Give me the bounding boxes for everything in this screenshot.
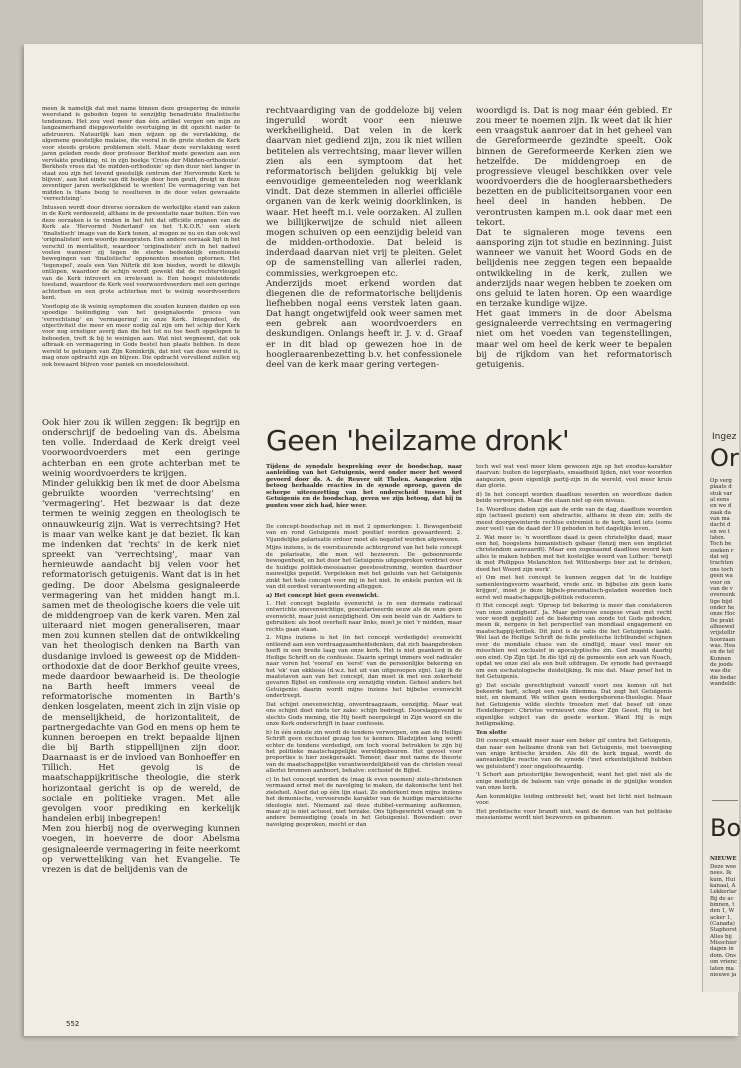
side-line: Bij de ac [710,895,734,902]
side-line: dat wij [710,554,729,561]
side-line: lige bijd [710,598,733,605]
side-line: Toch be [710,541,732,548]
side-line: voor on [710,579,731,586]
side-line: zoeken r [710,547,734,554]
paragraph: Mijns inziens, is de voorstuurende achtergrond van het hele concept de polarisatie, die men wil bezweren. De geboonreerde bewogenheid, en het door het Getuigenis uitgesproken verdriet over de huidige politiek-messiaanse geestesstroming, worden daardoor nauwelijks gepeild. Vergeleken met het geluide van het Getuigenis zinkt het hele concept voor mij in het niet. In enkele punten wil ik van dit oordeel verantwoording afleggen. [266,545,462,591]
side-line: die bedac [710,674,737,681]
column-1-large-text [42,418,240,972]
side-line: Lekkerlar [710,889,737,896]
side-line: om vrienc [710,959,738,966]
side-line: Kunnen [710,655,731,662]
side-line: stuk var [710,490,733,497]
side-line: De prakt [710,617,734,624]
paragraph: d) In het concept worden daadloze woorden en woordloze daden beide verworpen. Maar die staan niet op één niveau. [476,491,672,505]
paragraph: c) In het concept worden de (mag ik even noemen) ziele-christenen vermaand ernst met de navolging te maken, de dakonische tent het zieleheil. Alsof dat op één lijn staat. Zo onderkent men mijns inziens het demonische, vervoerende karakter van de huidige marxistische ideologie niet. Niemand zal deze dubbel-vermaning aufkennen, maar zij is niet actueel, niet terzake. Ons tijdsgewricht vraagt om 'n andere bemoediging (zoals in het Getuigenis). Bovendien: over navolging gesproken, mocht er dan [266,776,462,828]
paragraph: Dit concept smaakt meer naar een beker gif contra het Getuigenis, dan naar een heilzame dronk van het Getuigenis, met toevoeging van enige kritische kruiden. Als dit de kerk ingaat, wordt de aanvankelijke reactie van de synode ('met erkentelijkheid hebben we geluisterd') zeer ongeloofwaardig. [476,738,672,770]
paragraph: Ook hier zou ik willen zeggen: Ik begrijp en onderschrijf de bedoeling van ds. Abelsma ten volle. Inderdaad de Kerk dreigt veel voorwoordvoerders met een geringe achterban en een grote achterban met te weinig woordvoerders te krijgen. [42,418,240,479]
subheading: Ten slotte [476,729,507,736]
column-3-large-text [476,106,672,378]
side-line: vrijstellir [710,630,735,637]
side-line: was. Hea [710,642,736,649]
side-line: acker 1, [710,914,733,921]
side-line: kum, Hui [710,876,736,883]
side-line: binnen, t [710,902,735,909]
side-line: wandeldc [710,681,737,687]
side-line: ons toch [710,566,734,573]
paragraph: g) Dat sociale gerechtigheid vanzelf voort zou komen uit het bekeerde hart, schept een vals dilemma. Dat zegt het Getuigenis niet, en niemand. We willen geen wedergeborene-theologie. Maar het Getuigenis wilde slechts troosten met dat besef uit onze Heidelberger: Christus vernieuwt ons door Zijn Geest. Hij is het eigenlijke subject van de goede werken. Want Hij is mijn heiligmaking. [476,682,672,728]
side-line: en de tel [710,649,734,656]
column-1-small-text [42,106,240,418]
paragraph: Dat schijnt onevenwichtig, onverdraagzaam, eenzijdig. Maar wat ons schijnt doet niets ter zake: schijn bedriegt. Doorslaggevend is slechts Gods mening, die Hij heeft neergelegd in Zijn woord en die onze Kerk onderschrijft in haar confessie. [266,701,462,728]
side-line: alhoewel [710,623,735,630]
paragraph: meen ik namelijk dat met name binnen deze groepering de minste weerstand is geboden tegen te eenzijdig benadrukte finalistische tendenzen. Het zou veel meer dan één artikel vergen om mijn zo langzamerhand diepgewortelde overtuiging in dit opzicht nader te adstrueren. Natuurlijk kan men wijzen op de vervlakking, de algemene geestelijke malaise, die vooral in de grote steden de Kerk voor steeds grotere problemen stelt. Maar deze vervlakking werd jaren geleden reeds door professor Berkhof mede geweten aan een vervlakte prediking, nl. in zijn boekje 'Crisis der Midden-orthodoxie'. Berkhofs vrees dat 'de midden-orthodoxie' op den duur niet langer in staat zou zijn het levend geestelijk centrum der Hervormde Kerk te blijven', aan het einde van dit boekje door hem geuit, dreigt in deze zeventiger jaren werkelijkheid te worden! De vermagering van het midden is thans bezig te resulteren in de door velen gewraakte 'verrechtsing'. [42,106,240,203]
side-line: de joods [710,661,733,668]
side-nieuws-label: NIEUWE [710,856,737,862]
side-line: Staphorst [710,927,737,934]
side-line: Alles bij [710,933,732,940]
paragraph: b) In één enkele zin wordt de tendens verworpen, om aan de Heilige Schrift geen exclusief gezag toe te kennen. Bladzijden lang wordt echter de tendens verdedigd, om toch vooral betrokken te zijn bij het politieke maatschappelijke wereldgebeuren. Het gevoel voor proporties is hier zoekgeraakt. Temeer, daar met name de theorie van de maatschappelijke verantwoordelijkheid van de christen veeal allerlei bronnen aanboort, behalve: exclusief de Bijbel. [266,729,462,775]
side-line: Misschier [710,940,737,947]
side-line: geen wa [710,573,733,580]
side-heading-bottom: Bo [710,814,741,842]
side-line: zaak da [710,509,731,516]
paragraph: Het profetische voor brandt niet, want de demon van het politieke messianisme wordt niet bezworen en gebannen. [476,808,672,822]
paragraph: Intussen wordt door diverse oorzaken de werkelijke stand van zaken in de Kerk verdoezeld, althans in de presentatie naar buiten. Eén van deze oorzaken is te vinden in het feit dat officiële organen van de Kerk als 'Hervormd Nederland' en het 'I.K.O.R.' een sterk 'finalistisch' image van de Kerk tonen, al mogen ze nu en dan ook wel 'originalisten' een woordje meepraten. Een andere oorzaak ligt in het verschil in mentaliteit, waardoor 'originalisten' zich in het nadeel voelen wanneer zij tegen de sterke bedenkelijk emotionele bewegingen van 'finalistische' opponenten moeten optornen. Het 'tegenspel', zoals een Van Niftrik dit kon bieden, wordt te dikwijls ontlopen, waardoor de schijn wordt gewekt dat de rechtervleugel van de Kerk introvert en irrelevant is. Een hoogst misleidende toestand, waardoor de Kerk veel voorwoordvoerders met een geringe achterban en een grote achterban met te weinig woordvoerders kent. [42,204,240,302]
side-line: trachten [710,560,734,567]
article-headline: Geen 'heilzame dronk' [266,424,570,457]
paragraph: 1. Het concept bepleite evenwicht is in een dermate radicaal ontwrichte onevenwichtige, geeculariseerde eeuw als de onze geen evenwicht, maar juist eenzijdigheid. Om een beeld van dr. Aalders te gebruiken: als boot overhelt naar links, moet je niet 'r midden, maar rechts gaan staan. [266,600,462,633]
page-number: 552 [66,1020,80,1028]
paragraph: Voorlopig zie ik weinig symptomen die zouden kunnen duiden op een spoedige beëindiging van het gesignaleerde proces van 'verrechtsing' en 'vermagering' in onze Kerk. Integendeel, de objectiviteit die meer en meer nodig zal zijn om het schip der Kerk voor nog ernstiger averij dan die het tot nu toe heeft opgelopen te behoeden, treft ik bij te weinigen aan. Wat niet wegneemt, dat ook afbraak en vermagering in Gods bestel hun plaats hebben. In deze wereld te getuigen van Zijn Koninkrijk, dat niet van deze wereld is, mag onze opdracht zijn en blijven. Die opdracht vervullend zullen wij ook bewaard blijven voor paniek en moedeloosheid. [42,303,240,368]
side-line: Deze wee [710,864,737,870]
side-line: laten ma [710,965,734,972]
article-intro: Tijdens de synodale bespreking over de boodschap, naar aanleiding van het Getuigenis, werd onder meer het woord gevoerd door ds. A. de Reuver uit Tholen. Aangezien zijn betoog herhaalde reacties in de synode oproep, gaven de scherpe uiteenzetting van het onderscheid tussen het Getuigenis en de boodschap, geven we zijn betoog, dat hij in punten voor zich had, hier weer. [266,464,462,509]
side-line: nees. Ik [710,870,732,877]
paragraph: Men zou hierbij nog de overweging kunnen voegen, in hoeverre de door Abelsma gesignaleerde vermagering in feite neerkomt op verwetteliking van het Evangelie. Te vrezen is dat de belijdenis van de [42,824,240,875]
side-line: hoorzaan [710,636,736,643]
side-column-top [710,478,740,696]
paragraph: Dat te signaleren moge tevens een aansporing zijn tot studie en bezinning. Juist wanneer we vanuit het Woord Gods en de belijdenis nee zeggen tegen een bepaalde ontwikkeling in de kerk, zullen we anderzijds naar wegen hebben te zoeken om ons geluid te laten horen. Op een waardige en terzake kundige wijze. [476,227,672,309]
side-heading-large: Or [710,444,739,472]
side-line: plaats d [710,484,732,491]
paragraph: 2. Mijns inziens is het (in het concept verdedigde) evenwicht ontleend aan een verdraagzaamheidsdenken, dat zich baangebroken heeft in een brede laag van onze kerk. Het is niet geankerd in de Heilige Schrift en de confessie. Daarin springt immers veel radicaler naar voren het 'vooral' en 'eerst' van de persoonlijke bekering en het 'ek' van ekklesia (d.w.z. het uit van uitgeroepen zijn). Leg ik de maatstaven aan van het concept, dan moet ik met een zekerheid gevaren Bijbel en confessie erg eenzijdig vinden. Geheel anders het Getuigenis: daarin wordt mijns inziens het bijbelse evenwicht ondertreept. [266,635,462,700]
paragraph: toch wel wat veel meer klem gewezen zijn op het exodus-karakter daarvan: buiten de legerplaats, smaadheid lijden, niet voor woorden aangezien, geen eigenlijk partij-zijn in de wereld, veel meer kruis dan glorie. [476,464,672,490]
paragraph: 't Schort aan priesterlijke bewogenheid, want het giet niet als de enige medicijn de balsem van vrije genade in de pijnlijke wonden van onze kerk. [476,772,672,792]
paragraph: 2. Wat meer is: 'n woordloze daad is geen christelijke daad, maar een hol, hoogstens humanistisch gebaar (tenzij men een impliciet christendom aanvaardt). Maar een zogenaamd daadloos woord kan alles te maken hebben met het kostelijke woord van Luther: 'terwijl ik met Philippus Melanchton het Wittenbergs bier zat te drinken, deed het Woord zijn werk'. [476,534,672,573]
paragraph: a) Het concept biet geen evenwicht. [266,592,379,599]
side-line: onze Hoc [710,611,736,618]
side-divider [712,800,738,801]
paragraph: Minder gelukkig ben ik met de door Abelsma gebruikte woorden 'verrechtsing' en 'vermagering'. Het bezwaar is dat deze termen te weinig zeggen en theologisch te onnauwkeurig zijn. Wat is verrechtsing? Het is maar van welke kant je dat beziet. Ik kan me indenken dat 'rechts' in de kerk niet spreekt van 'verrechtsing', maar van hernieuwde aandacht bij velen voor het reformatorisch getuigenis. Want dat is in het geding. De door Abelsma gesignaleerde vermagering van het midden hangt m.i. samen met de theologische koers die vele uit de middengroep van de kerk varen. Men zal uiteraard niet mogen generaliseren, maar men zou kunnen stellen dat de ontwikkeling van het theologisch denken na Barth van dusdanige invloed is geweest op de Midden-orthodoxie dat de door Berkhof geuite vrees, mede daardoor bewaarheid is. De theologie na Barth heeft immers veeal de reformatorische momenten in Barth's denken losgelaten, meent zich in zijn visie op de menselijkheid, de horizontaliteit, de partnergedachte van God en mens op hem te kunnen beroepen en trekt bepaalde lijnen die bij Barth stippellijnen zijn door. Daarnaast is er de invloed van Bonhoeffer en Tillich. Het gevolg is de maatschappijkritische theologie, die sterk horizontaal gericht is op de wereld, de sociale en politieke vragen. Met alle gevolgen voor prediking en kerkelijk handelen erbij inbegrepen! [42,478,240,825]
column-2-small-text [266,524,462,994]
side-line: kanaal, A [710,883,736,890]
column-2-large-text [266,106,462,386]
paragraph: Anderzijds moet erkend worden dat diegenen die de reformatorische belijdenis liefhebben nogal eens verstek laten gaan. Dat hangt ongetwijfeld ook weer samen met een gebrek aan woordvoerders en deskundigen. Onlangs heeft ir. J. v. d. Graaf er in dit blad op gewezen hoe in de hoogleraarenbezetting b.v. het confessionele deel van de kerk maar gering vertegen- [266,278,462,370]
side-line: en we d [710,503,732,510]
paragraph: 1e. Woordloze daden zijn aan de orde van de dag, daadloze woorden zijn (actueel gezien) een abstractie, althans in deze zin: zelfs de meest doorgewinterde rechtse extremist is de kerk, kent iets (soms zeer veel) van de daad der 10 geboden in het dagelijks leven. [476,506,672,533]
side-line: overeenk [710,592,736,599]
paragraph: rechtvaardiging van de goddeloze bij velen ingeruild wordt voor een nieuwe werkheiligheid. Dat velen in de kerk daarvan niet gediend zijn, zou ik niet willen betitelen als verrechtsing, maar liever willen zien als een symptoom dat het reformatorisch belijden gelukkig bij vele eenvoudige gemeenteleden nog weerklank vindt. Dat deze stemmen in allerlei officiële organen van de kerk weinig doorklinken, is waar. Het heeft m.i. vele oorzaken. Al zullen we billijkerwijze de schuld niet alleen mogen schuiven op een eenzijdig beleid van de midden-orthodoxie. Dat beleid is inderdaad daarvan niet vrij te pleiten. Gelet op de samenstelling van allerlei raden, commissies, werkgroepen etc. [266,106,462,279]
side-line: al eens [710,497,730,504]
side-line: nieuwe ja [710,971,737,978]
side-heading-small: Ingez [712,432,737,442]
paragraph: woordigd is. Dat is nog maar één gebied. Er zou meer te noemen zijn. Ik weet dat ik hier een vraagstuk aanroer dat in het geheel van de Gereformeerde gezindte speelt. Ook binnen de Gereformeerde Kerken zien we hetzelfde. De middengroep en de progressieve vleugel beschikken over vele woordvoerders die de hoogleraarsbetheders bezetten en de publiciteitsorganen voor een heel deel in handen hebben. De verontrusten kampen m.i. ook daar met een tekort. [476,106,672,228]
side-line: onder he [710,604,735,611]
paragraph: Het gaat immers in de door Abelsma gesignaleerde verrechtsing en vermagering niet om het voeden van tegenstellingen, maar wel om heel de kerk weer te bepalen bij de rijkdom van het reformatorisch getuigenis. [476,309,672,370]
side-line: van de v [710,585,733,592]
side-line: dom. Ons [710,952,736,959]
paragraph: f) Het concept zegt: 'Oproep tot bekering is meer dan constateren van onze zondigheid'. Ja. Maar getrouwe exegese vraat met recht voor wordt gepleit) zet de bekering van zonde tot Gods geboden, meen ik, nergens in het perspectief van mondiaal engagement en maatschappij-kritiek. Dit juist is de satis die het Getuigenis laakt. Wel laat de Heilige Schrift de felle profetische lichtbundel schijnen over de mondiale chaos van de eindtijd, maar veel meer en misschien wel exclusief in apocalyptische zin. God maakt daarbij een eind. Op Zijn tijd. In die tijd zij de gemeente een ark van Noach, opdat we onze ziel als een buit uitdragen. De synode had gevraagd om een eschatologische duidelijking. Ik mis dat. Maar proef het in het Getuigenis. [476,603,672,681]
magazine-page [24,44,738,1036]
paragraph: Aan koninklijke leiding ontbreekt het, want het licht niet helmaan voor. [476,793,672,807]
side-line: den 1, W [710,908,735,915]
side-line: en we t [710,528,731,535]
side-line: was die [710,668,731,675]
side-line: dagen in [710,946,734,953]
paragraph: De concept-boodschap zet in met 2 opmerkingen: 1. Bewogenheid van en rond Getuigenis moet positief worden gewaardeerd; 2. Vijandelijke polarisatie erdoor moet als negatief worden afgewezen. [266,524,462,543]
column-3-small-text [476,464,672,994]
side-line: van ma [710,516,730,523]
side-line: Op verg [710,478,732,484]
paragraph: e) Om met het concept te kunnen zeggen dat 'in de huidige samenlevingsvorm waarheid, vrede enz. in bijbelse zin geen kans krijgen', moet je deze bijbels-pneumatisch-geladen woorden toch eerst wel maatschappelijk-politiek reduceren. [476,575,672,601]
side-column-bottom [710,864,740,1014]
side-line: dacht d [710,522,731,529]
side-line: laten. [710,535,726,542]
side-line: (Canada) [710,921,735,928]
